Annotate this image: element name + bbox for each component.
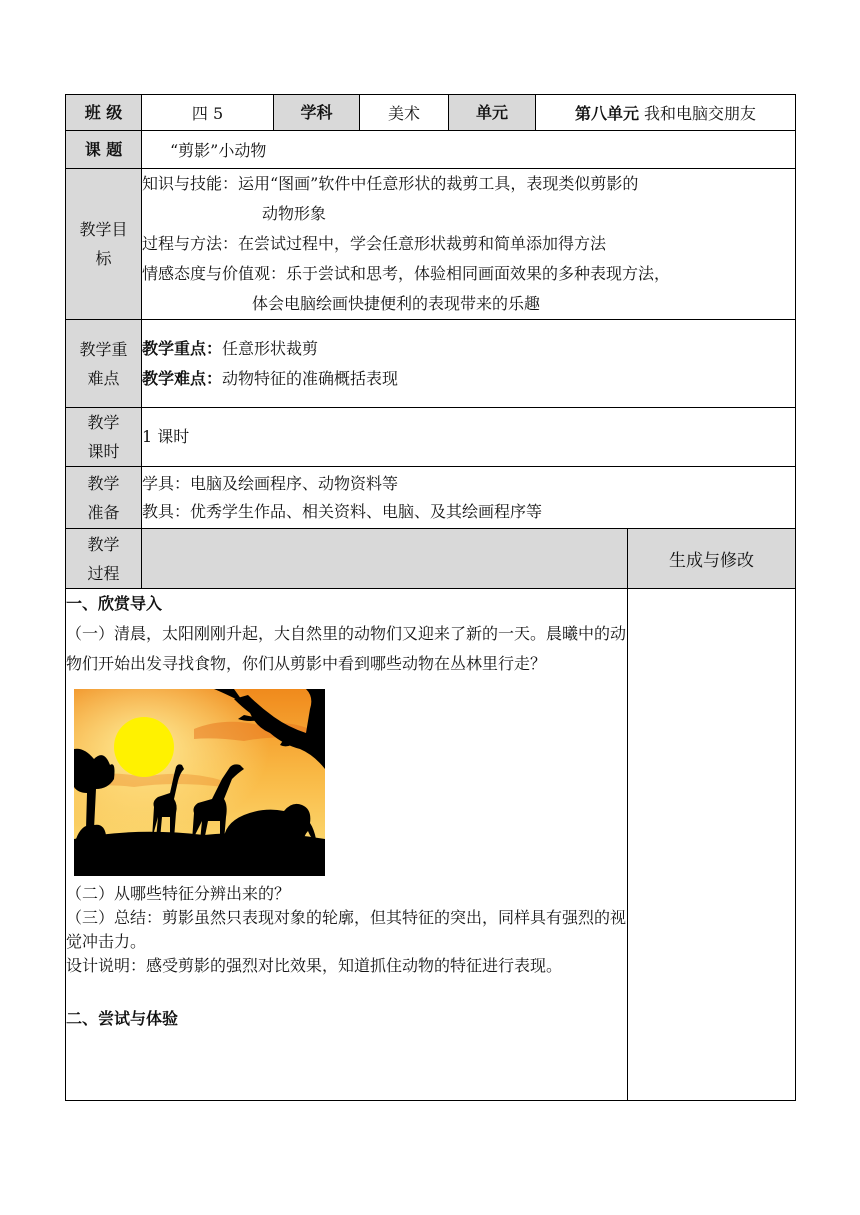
process-header-blank (142, 529, 628, 589)
safari-silhouette-image (74, 689, 325, 876)
prep-teacher: 教具：优秀学生作品、相关资料、电脑、及其绘画程序等 (142, 501, 543, 521)
goals-row (66, 169, 796, 320)
subject-value: 美术 (360, 95, 449, 131)
hours-row (66, 408, 796, 467)
process-content-row (66, 589, 796, 1101)
hours-value: 1 课时 (142, 408, 796, 467)
section1-title: 一、欣赏导入 (66, 594, 163, 613)
prep-row (66, 467, 796, 529)
difficulty-value: 动物特征的准确概括表现 (222, 368, 399, 388)
goal-attitude: 情感态度与价值观：乐于尝试和思考，体验相同画面效果的多种表现方法， (142, 264, 671, 283)
hours-label: 教学课时 (66, 408, 142, 467)
prep-label: 教学准备 (66, 467, 142, 529)
unit-cell (536, 95, 796, 131)
revise-label: 生成与修改 (628, 529, 796, 589)
paragraph-4: 设计说明：感受剪影的强烈对比效果，知道抓住动物的特征进行表现。 (66, 956, 563, 975)
process-content (66, 589, 628, 1101)
lesson-plan-table (65, 94, 796, 1101)
goal-process: 过程与方法：在尝试过程中，学会任意形状裁剪和简单添加得方法 (142, 234, 607, 253)
keypoints-row (66, 320, 796, 408)
prep-content (142, 467, 796, 529)
section2-title: 二、尝试与体验 (66, 1009, 179, 1028)
goal-attitude-cont: 体会电脑绘画快捷便利的表现带来的乐趣 (252, 294, 541, 313)
topic-row (66, 131, 796, 169)
revise-column (628, 589, 796, 1101)
unit-number: 第八单元 (574, 104, 639, 123)
keypoints-label: 教学重难点 (66, 320, 142, 408)
unit-name: 我和电脑交朋友 (644, 104, 757, 123)
goals-label: 教学目标 (66, 169, 142, 320)
paragraph-2: （二）从哪些特征分辨出来的？ (66, 884, 291, 903)
process-header-row (66, 529, 796, 589)
topic-label: 课 题 (66, 131, 142, 169)
difficulty-label: 教学难点： (142, 368, 223, 388)
goals-content (142, 169, 796, 320)
keypoints-content (142, 320, 796, 408)
topic-value: “剪影”小动物 (142, 131, 796, 169)
class-label: 班 级 (66, 95, 142, 131)
header-row (66, 95, 796, 131)
paragraph-3: （三）总结：剪影虽然只表现对象的轮廓，但其特征的突出，同样具有强烈的视觉冲击力。 (66, 908, 627, 951)
paragraph-1: （一）清晨，太阳刚刚升起，大自然里的动物们又迎来了新的一天。晨曦中的动物们开始出发寻找食物，你们从剪影中看到哪些动物在丛林里行走？ (66, 624, 627, 673)
spacer (66, 978, 627, 1004)
process-label: 教学过程 (66, 529, 142, 589)
focus-value: 任意形状裁剪 (222, 338, 319, 358)
goal-knowledge-cont: 动物形象 (262, 204, 327, 223)
goal-knowledge: 知识与技能：运用“图画”软件中任意形状的裁剪工具，表现类似剪影的 (142, 174, 639, 193)
subject-label: 学科 (274, 95, 360, 131)
focus-label: 教学重点： (142, 338, 223, 358)
prep-student: 学具：电脑及绘画程序、动物资料等 (142, 473, 399, 493)
unit-label: 单元 (449, 95, 536, 131)
class-value: 四 5 (142, 95, 274, 131)
